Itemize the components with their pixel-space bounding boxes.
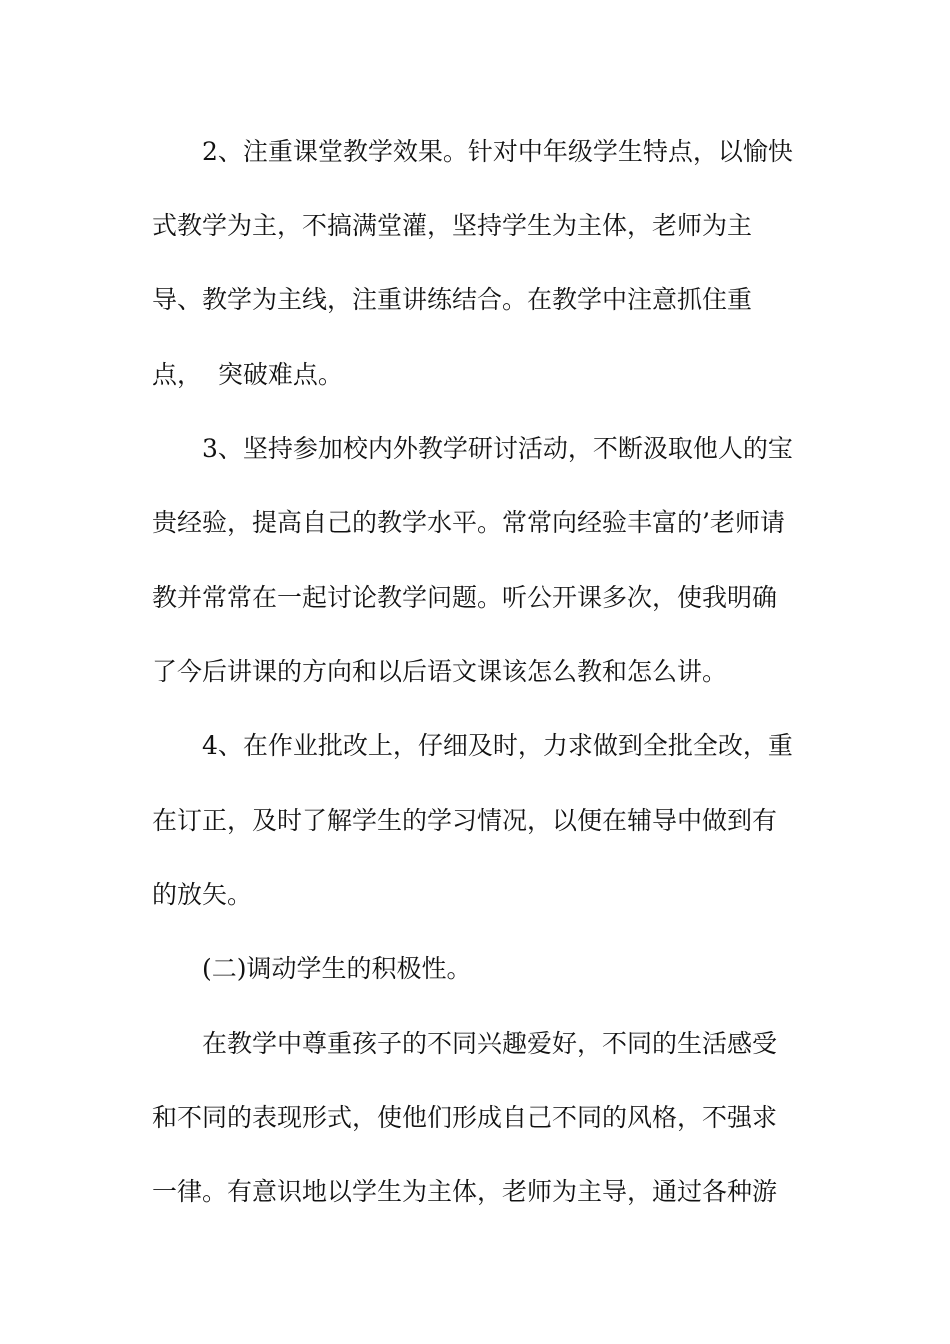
text-line: 导、教学为主线，注重讲练结合。在教学中注意抓住重 [152, 285, 753, 314]
text-line: 2、注重课堂教学效果。针对中年级学生特点，以愉快 [202, 137, 793, 166]
text-line: 式教学为主，不搞满堂灌，坚持学生为主体，老师为主 [152, 211, 753, 240]
text-line: 在订正，及时了解学生的学习情况，以便在辅导中做到有 [152, 806, 778, 835]
text-line: 教并常常在一起讨论教学问题。听公开课多次，使我明确 [152, 583, 778, 612]
text-line: 3、坚持参加校内外教学研讨活动，不断汲取他人的宝 [202, 434, 793, 463]
text-line: 的放矢。 [152, 880, 253, 909]
text-line: 和不同的表现形式，使他们形成自己不同的风格，不强求 [152, 1103, 778, 1132]
section-heading: (二)调动学生的积极性。 [202, 954, 472, 983]
text-line: 贵经验，提高自己的教学水平。常常向经验丰富的’老师请 [152, 508, 785, 537]
text-line: 在教学中尊重孩子的不同兴趣爱好，不同的生活感受 [202, 1029, 778, 1058]
text-line: 了今后讲课的方向和以后语文课该怎么教和怎么讲。 [152, 657, 728, 686]
text-line: 点， 突破难点。 [152, 360, 343, 389]
text-line: 4、在作业批改上，仔细及时，力求做到全批全改，重 [202, 731, 793, 760]
text-line: 一律。有意识地以学生为主体，老师为主导，通过各种游 [152, 1177, 778, 1206]
